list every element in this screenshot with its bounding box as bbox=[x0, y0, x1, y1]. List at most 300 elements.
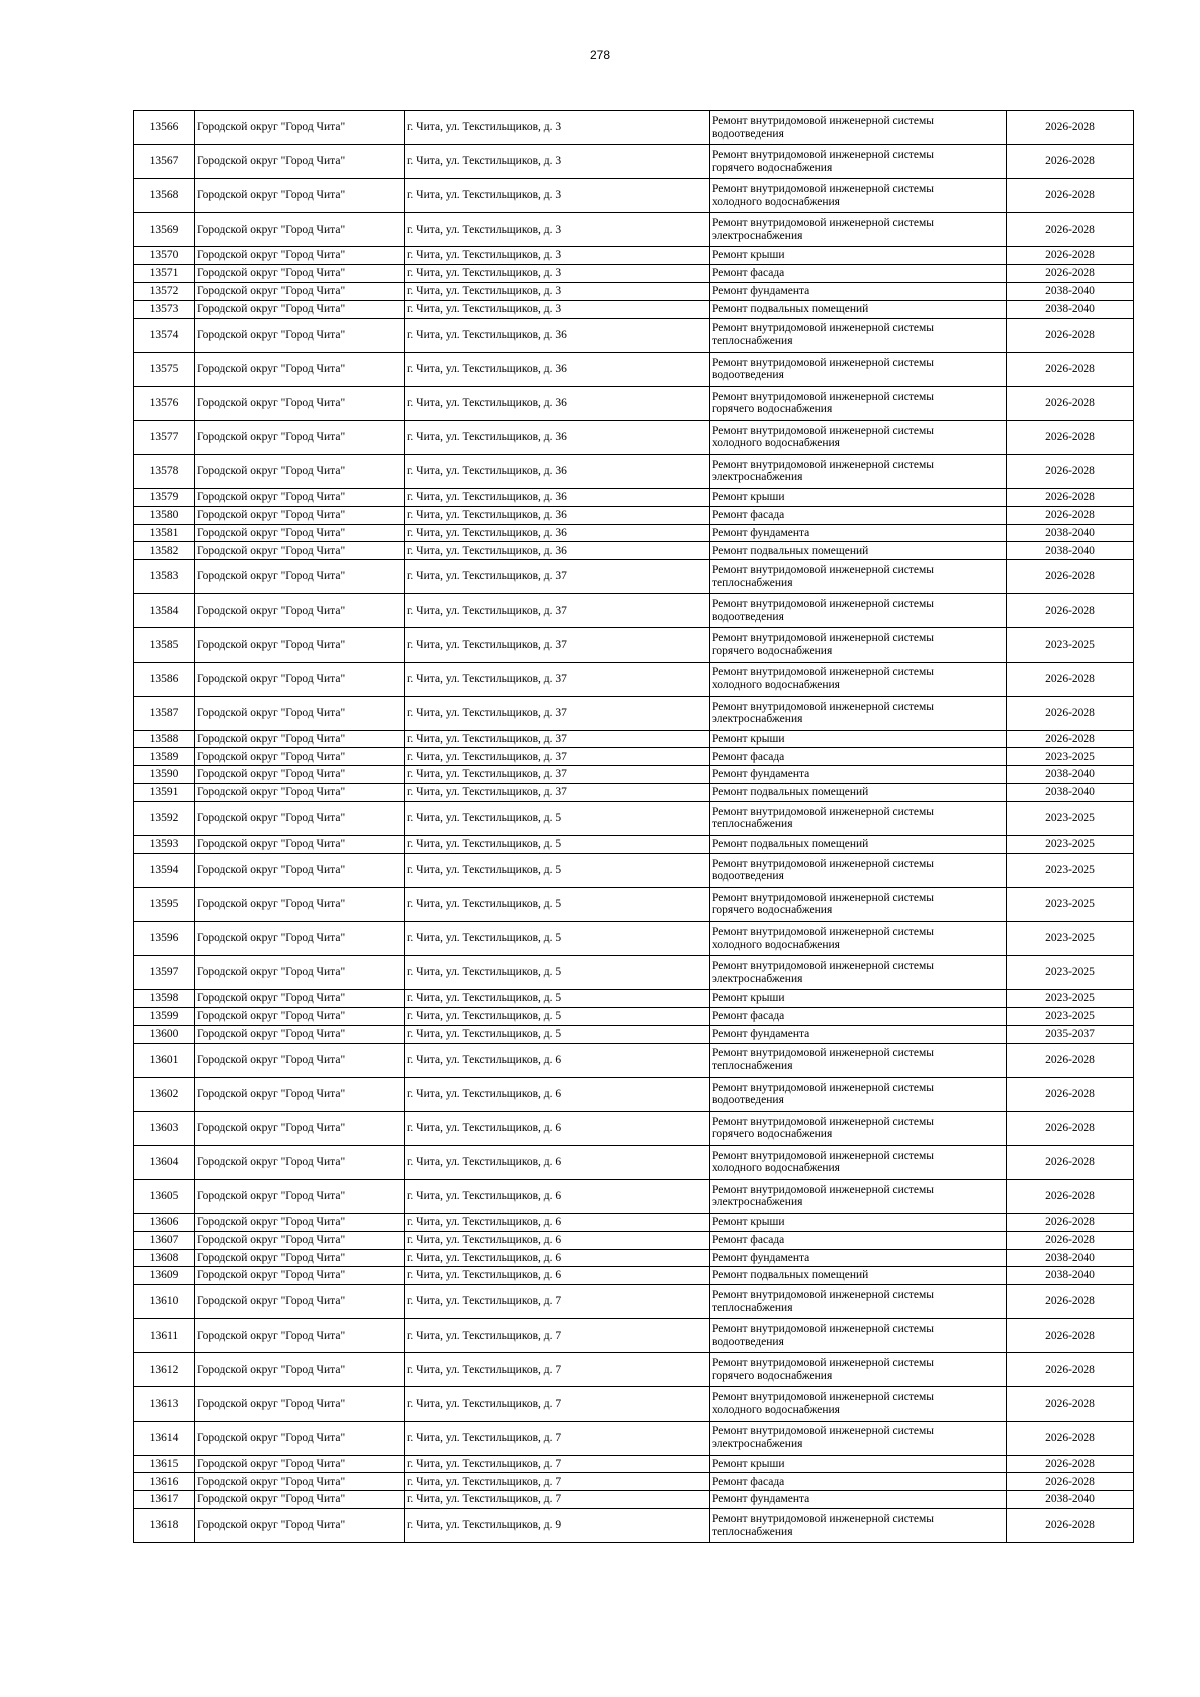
work-type-line: Ремонт крыши bbox=[712, 1457, 785, 1470]
work-type-line: Ремонт внутридомовой инженерной системы bbox=[712, 857, 935, 870]
page-number: 278 bbox=[589, 48, 611, 62]
municipality-cell: Городской округ "Город Чита" bbox=[195, 111, 405, 145]
period-cell: 2026-2028 bbox=[1007, 1077, 1134, 1111]
municipality-cell: Городской округ "Город Чита" bbox=[195, 1473, 405, 1491]
work-type-cell bbox=[710, 766, 1007, 784]
address-cell: г. Чита, ул. Текстильщиков, д. 3 bbox=[405, 265, 710, 283]
address-cell: г. Чита, ул. Текстильщиков, д. 6 bbox=[405, 1179, 710, 1213]
table-row bbox=[134, 1231, 1134, 1249]
municipality-cell: Городской округ "Город Чита" bbox=[195, 1007, 405, 1025]
work-type-line: Ремонт внутридомовой инженерной системы bbox=[712, 925, 935, 938]
row-number-cell: 13571 bbox=[134, 265, 195, 283]
work-type-line: горячего водоснабжения bbox=[712, 403, 833, 416]
address-cell: г. Чита, ул. Текстильщиков, д. 9 bbox=[405, 1509, 710, 1543]
municipality-cell: Городской округ "Город Чита" bbox=[195, 956, 405, 990]
work-type-cell bbox=[710, 145, 1007, 179]
municipality-cell: Городской округ "Город Чита" bbox=[195, 1214, 405, 1232]
municipality-cell: Городской округ "Город Чита" bbox=[195, 1455, 405, 1473]
municipality-cell: Городской округ "Город Чита" bbox=[195, 1319, 405, 1353]
address-cell: г. Чита, ул. Текстильщиков, д. 5 bbox=[405, 853, 710, 887]
work-type-line: Ремонт подвальных помещений bbox=[712, 786, 869, 799]
work-type-line: Ремонт внутридомовой инженерной системы bbox=[712, 1115, 935, 1128]
work-type-cell bbox=[710, 853, 1007, 887]
row-number-cell: 13583 bbox=[134, 560, 195, 594]
row-number-cell: 13566 bbox=[134, 111, 195, 145]
work-type-line: Ремонт подвальных помещений bbox=[712, 544, 869, 557]
address-cell: г. Чита, ул. Текстильщиков, д. 6 bbox=[405, 1111, 710, 1145]
table-row bbox=[134, 1319, 1134, 1353]
period-cell: 2038-2040 bbox=[1007, 300, 1134, 318]
row-number-cell: 13589 bbox=[134, 748, 195, 766]
table-row bbox=[134, 921, 1134, 955]
work-type-line: Ремонт фундамента bbox=[712, 1493, 810, 1506]
work-type-cell bbox=[710, 352, 1007, 386]
municipality-cell: Городской округ "Город Чита" bbox=[195, 594, 405, 628]
row-number-cell: 13572 bbox=[134, 282, 195, 300]
row-number-cell: 13608 bbox=[134, 1249, 195, 1267]
work-type-line: теплоснабжения bbox=[712, 1060, 793, 1073]
table-row bbox=[134, 662, 1134, 696]
municipality-cell: Городской округ "Город Чита" bbox=[195, 1285, 405, 1319]
row-number-cell: 13604 bbox=[134, 1145, 195, 1179]
work-type-line: Ремонт внутридомовой инженерной системы bbox=[712, 149, 935, 161]
municipality-cell: Городской округ "Город Чита" bbox=[195, 524, 405, 542]
period-cell: 2038-2040 bbox=[1007, 1249, 1134, 1267]
work-type-cell bbox=[710, 730, 1007, 748]
work-type-cell bbox=[710, 1473, 1007, 1491]
work-type-line: Ремонт фасада bbox=[712, 750, 785, 763]
row-number-cell: 13613 bbox=[134, 1387, 195, 1421]
period-cell: 2026-2028 bbox=[1007, 1111, 1134, 1145]
work-type-line: Ремонт фасада bbox=[712, 1475, 785, 1488]
work-type-line: Ремонт внутридомовой инженерной системы bbox=[712, 1289, 935, 1302]
work-type-line: водоотведения bbox=[712, 870, 784, 883]
work-type-line: Ремонт внутридомовой инженерной системы bbox=[712, 1391, 935, 1404]
address-cell: г. Чита, ул. Текстильщиков, д. 3 bbox=[405, 300, 710, 318]
work-type-cell bbox=[710, 594, 1007, 628]
work-type-cell bbox=[710, 1319, 1007, 1353]
municipality-cell: Городской округ "Город Чита" bbox=[195, 1231, 405, 1249]
work-type-line: Ремонт внутридомовой инженерной системы bbox=[712, 1323, 935, 1336]
work-type-line: теплоснабжения bbox=[712, 1301, 793, 1314]
period-cell: 2038-2040 bbox=[1007, 282, 1134, 300]
work-type-cell bbox=[710, 887, 1007, 921]
period-cell: 2026-2028 bbox=[1007, 179, 1134, 213]
work-type-line: водоотведения bbox=[712, 1335, 784, 1348]
row-number-cell: 13578 bbox=[134, 454, 195, 488]
work-type-cell bbox=[710, 1267, 1007, 1285]
address-cell: г. Чита, ул. Текстильщиков, д. 7 bbox=[405, 1455, 710, 1473]
work-type-line: Ремонт внутридомовой инженерной системы bbox=[712, 1047, 935, 1060]
period-cell: 2038-2040 bbox=[1007, 542, 1134, 560]
address-cell: г. Чита, ул. Текстильщиков, д. 37 bbox=[405, 784, 710, 802]
work-type-line: горячего водоснабжения bbox=[712, 1128, 833, 1141]
address-cell: г. Чита, ул. Текстильщиков, д. 3 bbox=[405, 213, 710, 247]
row-number-cell: 13585 bbox=[134, 628, 195, 662]
period-cell: 2026-2028 bbox=[1007, 145, 1134, 179]
table-row bbox=[134, 1455, 1134, 1473]
work-type-cell bbox=[710, 956, 1007, 990]
address-cell: г. Чита, ул. Текстильщиков, д. 5 bbox=[405, 1025, 710, 1043]
municipality-cell: Городской округ "Город Чита" bbox=[195, 1421, 405, 1455]
row-number-cell: 13570 bbox=[134, 247, 195, 265]
work-type-cell bbox=[710, 1111, 1007, 1145]
period-cell: 2035-2037 bbox=[1007, 1025, 1134, 1043]
row-number-cell: 13616 bbox=[134, 1473, 195, 1491]
municipality-cell: Городской округ "Город Чита" bbox=[195, 560, 405, 594]
work-type-line: Ремонт фасада bbox=[712, 1010, 785, 1023]
municipality-cell: Городской округ "Город Чита" bbox=[195, 1179, 405, 1213]
municipality-cell: Городской округ "Город Чита" bbox=[195, 662, 405, 696]
table-row bbox=[134, 111, 1134, 145]
row-number-cell: 13614 bbox=[134, 1421, 195, 1455]
period-cell: 2026-2028 bbox=[1007, 265, 1134, 283]
period-cell: 2026-2028 bbox=[1007, 506, 1134, 524]
period-cell: 2023-2025 bbox=[1007, 853, 1134, 887]
work-type-cell bbox=[710, 1421, 1007, 1455]
work-type-line: теплоснабжения bbox=[712, 818, 793, 831]
period-cell: 2023-2025 bbox=[1007, 748, 1134, 766]
work-type-cell bbox=[710, 318, 1007, 352]
work-type-line: Ремонт внутридомовой инженерной системы bbox=[712, 564, 935, 577]
work-type-cell bbox=[710, 1214, 1007, 1232]
work-type-line: Ремонт внутридомовой инженерной системы bbox=[712, 458, 935, 471]
table-row bbox=[134, 247, 1134, 265]
work-type-line: Ремонт внутридомовой инженерной системы bbox=[712, 1357, 935, 1370]
table-row bbox=[134, 990, 1134, 1008]
period-cell: 2026-2028 bbox=[1007, 111, 1134, 145]
address-cell: г. Чита, ул. Текстильщиков, д. 6 bbox=[405, 1214, 710, 1232]
municipality-cell: Городской округ "Город Чита" bbox=[195, 300, 405, 318]
work-type-line: Ремонт внутридомовой инженерной системы bbox=[712, 700, 935, 713]
table-row bbox=[134, 1007, 1134, 1025]
work-type-line: Ремонт внутридомовой инженерной системы bbox=[712, 183, 935, 196]
work-type-line: теплоснабжения bbox=[712, 576, 793, 589]
period-cell: 2023-2025 bbox=[1007, 956, 1134, 990]
work-type-line: теплоснабжения bbox=[712, 335, 793, 348]
work-type-cell bbox=[710, 1077, 1007, 1111]
address-cell: г. Чита, ул. Текстильщиков, д. 7 bbox=[405, 1387, 710, 1421]
work-type-cell bbox=[710, 282, 1007, 300]
period-cell: 2026-2028 bbox=[1007, 1455, 1134, 1473]
work-type-line: Ремонт внутридомовой инженерной системы bbox=[712, 1149, 935, 1162]
work-type-line: Ремонт внутридомовой инженерной системы bbox=[712, 424, 935, 437]
municipality-cell: Городской округ "Город Чита" bbox=[195, 247, 405, 265]
row-number-cell: 13592 bbox=[134, 801, 195, 835]
row-number-cell: 13598 bbox=[134, 990, 195, 1008]
row-number-cell: 13594 bbox=[134, 853, 195, 887]
address-cell: г. Чита, ул. Текстильщиков, д. 5 bbox=[405, 956, 710, 990]
period-cell: 2023-2025 bbox=[1007, 990, 1134, 1008]
work-type-line: Ремонт внутридомовой инженерной системы bbox=[712, 356, 935, 369]
table-row bbox=[134, 956, 1134, 990]
address-cell: г. Чита, ул. Текстильщиков, д. 5 bbox=[405, 835, 710, 853]
address-cell: г. Чита, ул. Текстильщиков, д. 5 bbox=[405, 887, 710, 921]
municipality-cell: Городской округ "Город Чита" bbox=[195, 265, 405, 283]
row-number-cell: 13602 bbox=[134, 1077, 195, 1111]
municipality-cell: Городской округ "Город Чита" bbox=[195, 1353, 405, 1387]
period-cell: 2026-2028 bbox=[1007, 454, 1134, 488]
row-number-cell: 13605 bbox=[134, 1179, 195, 1213]
work-type-line: Ремонт фасада bbox=[712, 508, 785, 521]
work-type-line: горячего водоснабжения bbox=[712, 161, 833, 174]
table-row bbox=[134, 1214, 1134, 1232]
work-type-cell bbox=[710, 1007, 1007, 1025]
work-type-line: Ремонт крыши bbox=[712, 249, 785, 262]
work-type-line: Ремонт внутридомовой инженерной системы bbox=[712, 1512, 935, 1525]
work-type-line: горячего водоснабжения bbox=[712, 1369, 833, 1382]
table-row bbox=[134, 628, 1134, 662]
row-number-cell: 13599 bbox=[134, 1007, 195, 1025]
work-type-cell bbox=[710, 801, 1007, 835]
address-cell: г. Чита, ул. Текстильщиков, д. 37 bbox=[405, 730, 710, 748]
period-cell: 2023-2025 bbox=[1007, 921, 1134, 955]
table-row bbox=[134, 420, 1134, 454]
period-cell: 2026-2028 bbox=[1007, 1473, 1134, 1491]
municipality-cell: Городской округ "Город Чита" bbox=[195, 628, 405, 662]
period-cell: 2026-2028 bbox=[1007, 420, 1134, 454]
table-row bbox=[134, 853, 1134, 887]
work-type-cell bbox=[710, 300, 1007, 318]
row-number-cell: 13579 bbox=[134, 489, 195, 507]
table-row bbox=[134, 489, 1134, 507]
work-type-line: Ремонт подвальных помещений bbox=[712, 838, 869, 851]
work-type-cell bbox=[710, 247, 1007, 265]
address-cell: г. Чита, ул. Текстильщиков, д. 3 bbox=[405, 145, 710, 179]
table-row bbox=[134, 1473, 1134, 1491]
work-type-cell bbox=[710, 542, 1007, 560]
municipality-cell: Городской округ "Город Чита" bbox=[195, 420, 405, 454]
table-row bbox=[134, 696, 1134, 730]
municipality-cell: Городской округ "Город Чита" bbox=[195, 145, 405, 179]
table-row bbox=[134, 213, 1134, 247]
work-type-line: Ремонт крыши bbox=[712, 732, 785, 745]
municipality-cell: Городской округ "Город Чита" bbox=[195, 352, 405, 386]
work-type-line: Ремонт крыши bbox=[712, 1216, 785, 1229]
work-type-cell bbox=[710, 524, 1007, 542]
address-cell: г. Чита, ул. Текстильщиков, д. 3 bbox=[405, 282, 710, 300]
work-type-line: водоотведения bbox=[712, 610, 784, 623]
work-type-line: Ремонт внутридомовой инженерной системы bbox=[712, 1425, 935, 1438]
row-number-cell: 13600 bbox=[134, 1025, 195, 1043]
period-cell: 2026-2028 bbox=[1007, 730, 1134, 748]
work-type-line: Ремонт крыши bbox=[712, 992, 785, 1005]
work-type-cell bbox=[710, 1455, 1007, 1473]
table-row bbox=[134, 386, 1134, 420]
work-type-line: Ремонт фундамента bbox=[712, 1027, 810, 1040]
work-type-cell bbox=[710, 560, 1007, 594]
period-cell: 2026-2028 bbox=[1007, 1387, 1134, 1421]
address-cell: г. Чита, ул. Текстильщиков, д. 7 bbox=[405, 1421, 710, 1455]
table-row bbox=[134, 1043, 1134, 1077]
table-row bbox=[134, 1179, 1134, 1213]
row-number-cell: 13607 bbox=[134, 1231, 195, 1249]
period-cell: 2026-2028 bbox=[1007, 1353, 1134, 1387]
work-type-line: теплоснабжения bbox=[712, 1525, 793, 1538]
work-type-cell bbox=[710, 784, 1007, 802]
address-cell: г. Чита, ул. Текстильщиков, д. 7 bbox=[405, 1319, 710, 1353]
table-row bbox=[134, 1387, 1134, 1421]
municipality-cell: Городской округ "Город Чита" bbox=[195, 1025, 405, 1043]
period-cell: 2026-2028 bbox=[1007, 1421, 1134, 1455]
work-type-line: холодного водоснабжения bbox=[712, 437, 840, 450]
municipality-cell: Городской округ "Город Чита" bbox=[195, 921, 405, 955]
row-number-cell: 13596 bbox=[134, 921, 195, 955]
table-row bbox=[134, 524, 1134, 542]
municipality-cell: Городской округ "Город Чита" bbox=[195, 990, 405, 1008]
row-number-cell: 13587 bbox=[134, 696, 195, 730]
period-cell: 2038-2040 bbox=[1007, 524, 1134, 542]
row-number-cell: 13601 bbox=[134, 1043, 195, 1077]
work-type-line: Ремонт крыши bbox=[712, 491, 785, 504]
work-type-line: Ремонт внутридомовой инженерной системы bbox=[712, 217, 935, 230]
period-cell: 2026-2028 bbox=[1007, 696, 1134, 730]
address-cell: г. Чита, ул. Текстильщиков, д. 36 bbox=[405, 542, 710, 560]
work-type-line: Ремонт внутридомовой инженерной системы bbox=[712, 666, 935, 679]
period-cell: 2026-2028 bbox=[1007, 1509, 1134, 1543]
period-cell: 2026-2028 bbox=[1007, 1145, 1134, 1179]
table-row bbox=[134, 801, 1134, 835]
work-type-cell bbox=[710, 1025, 1007, 1043]
municipality-cell: Городской округ "Город Чита" bbox=[195, 1387, 405, 1421]
address-cell: г. Чита, ул. Текстильщиков, д. 36 bbox=[405, 454, 710, 488]
work-type-line: Ремонт внутридомовой инженерной системы bbox=[712, 891, 935, 904]
address-cell: г. Чита, ул. Текстильщиков, д. 37 bbox=[405, 766, 710, 784]
municipality-cell: Городской округ "Город Чита" bbox=[195, 213, 405, 247]
row-number-cell: 13591 bbox=[134, 784, 195, 802]
work-type-line: холодного водоснабжения bbox=[712, 1404, 840, 1417]
period-cell: 2026-2028 bbox=[1007, 1043, 1134, 1077]
work-type-line: водоотведения bbox=[712, 1094, 784, 1107]
address-cell: г. Чита, ул. Текстильщиков, д. 37 bbox=[405, 594, 710, 628]
work-type-line: Ремонт внутридомовой инженерной системы bbox=[712, 322, 935, 335]
table-row bbox=[134, 766, 1134, 784]
period-cell: 2023-2025 bbox=[1007, 801, 1134, 835]
period-cell: 2026-2028 bbox=[1007, 213, 1134, 247]
work-type-cell bbox=[710, 1491, 1007, 1509]
work-type-cell bbox=[710, 662, 1007, 696]
municipality-cell: Городской округ "Город Чита" bbox=[195, 506, 405, 524]
municipality-cell: Городской округ "Город Чита" bbox=[195, 542, 405, 560]
address-cell: г. Чита, ул. Текстильщиков, д. 5 bbox=[405, 1007, 710, 1025]
row-number-cell: 13575 bbox=[134, 352, 195, 386]
municipality-cell: Городской округ "Город Чита" bbox=[195, 1111, 405, 1145]
work-type-cell bbox=[710, 506, 1007, 524]
work-type-line: холодного водоснабжения bbox=[712, 679, 840, 692]
table-row bbox=[134, 1249, 1134, 1267]
table-row bbox=[134, 179, 1134, 213]
work-type-cell bbox=[710, 921, 1007, 955]
work-type-line: электроснабжения bbox=[712, 972, 803, 985]
table-row bbox=[134, 1077, 1134, 1111]
row-number-cell: 13610 bbox=[134, 1285, 195, 1319]
work-type-cell bbox=[710, 1387, 1007, 1421]
row-number-cell: 13580 bbox=[134, 506, 195, 524]
municipality-cell: Городской округ "Город Чита" bbox=[195, 386, 405, 420]
address-cell: г. Чита, ул. Текстильщиков, д. 37 bbox=[405, 696, 710, 730]
municipality-cell: Городской округ "Город Чита" bbox=[195, 853, 405, 887]
work-type-cell bbox=[710, 990, 1007, 1008]
table-row bbox=[134, 560, 1134, 594]
period-cell: 2038-2040 bbox=[1007, 766, 1134, 784]
work-type-line: холодного водоснабжения bbox=[712, 938, 840, 951]
period-cell: 2026-2028 bbox=[1007, 489, 1134, 507]
period-cell: 2023-2025 bbox=[1007, 628, 1134, 662]
address-cell: г. Чита, ул. Текстильщиков, д. 36 bbox=[405, 386, 710, 420]
row-number-cell: 13609 bbox=[134, 1267, 195, 1285]
row-number-cell: 13569 bbox=[134, 213, 195, 247]
address-cell: г. Чита, ул. Текстильщиков, д. 6 bbox=[405, 1077, 710, 1111]
row-number-cell: 13615 bbox=[134, 1455, 195, 1473]
row-number-cell: 13568 bbox=[134, 179, 195, 213]
table-row bbox=[134, 506, 1134, 524]
municipality-cell: Городской округ "Город Чита" bbox=[195, 1267, 405, 1285]
period-cell: 2038-2040 bbox=[1007, 1267, 1134, 1285]
work-type-line: Ремонт внутридомовой инженерной системы bbox=[712, 632, 935, 645]
municipality-cell: Городской округ "Город Чита" bbox=[195, 318, 405, 352]
work-type-line: водоотведения bbox=[712, 127, 784, 140]
table-row bbox=[134, 300, 1134, 318]
address-cell: г. Чита, ул. Текстильщиков, д. 37 bbox=[405, 628, 710, 662]
period-cell: 2026-2028 bbox=[1007, 318, 1134, 352]
work-type-line: Ремонт фасада bbox=[712, 267, 785, 280]
table-row bbox=[134, 145, 1134, 179]
work-type-line: Ремонт фундамента bbox=[712, 526, 810, 539]
work-type-line: холодного водоснабжения bbox=[712, 195, 840, 208]
work-type-cell bbox=[710, 1285, 1007, 1319]
address-cell: г. Чита, ул. Текстильщиков, д. 36 bbox=[405, 489, 710, 507]
table-row bbox=[134, 1025, 1134, 1043]
period-cell: 2026-2028 bbox=[1007, 1231, 1134, 1249]
address-cell: г. Чита, ул. Текстильщиков, д. 36 bbox=[405, 420, 710, 454]
row-number-cell: 13588 bbox=[134, 730, 195, 748]
table-row bbox=[134, 352, 1134, 386]
work-type-cell bbox=[710, 111, 1007, 145]
municipality-cell: Городской округ "Город Чита" bbox=[195, 179, 405, 213]
work-type-line: Ремонт внутридомовой инженерной системы bbox=[712, 114, 935, 127]
row-number-cell: 13586 bbox=[134, 662, 195, 696]
row-number-cell: 13567 bbox=[134, 145, 195, 179]
row-number-cell: 13618 bbox=[134, 1509, 195, 1543]
table-row bbox=[134, 1285, 1134, 1319]
row-number-cell: 13597 bbox=[134, 956, 195, 990]
work-type-cell bbox=[710, 628, 1007, 662]
row-number-cell: 13584 bbox=[134, 594, 195, 628]
work-type-line: Ремонт внутридомовой инженерной системы bbox=[712, 805, 935, 818]
work-type-line: электроснабжения bbox=[712, 229, 803, 242]
table-row bbox=[134, 1353, 1134, 1387]
work-type-cell bbox=[710, 748, 1007, 766]
work-type-cell bbox=[710, 420, 1007, 454]
work-type-cell bbox=[710, 1179, 1007, 1213]
row-number-cell: 13617 bbox=[134, 1491, 195, 1509]
period-cell: 2026-2028 bbox=[1007, 1214, 1134, 1232]
row-number-cell: 13593 bbox=[134, 835, 195, 853]
municipality-cell: Городской округ "Город Чита" bbox=[195, 454, 405, 488]
work-type-line: Ремонт фундамента bbox=[712, 768, 810, 781]
period-cell: 2038-2040 bbox=[1007, 784, 1134, 802]
municipality-cell: Городской округ "Город Чита" bbox=[195, 1077, 405, 1111]
municipality-cell: Городской округ "Город Чита" bbox=[195, 282, 405, 300]
table-row bbox=[134, 1267, 1134, 1285]
row-number-cell: 13595 bbox=[134, 887, 195, 921]
period-cell: 2023-2025 bbox=[1007, 1007, 1134, 1025]
table-row bbox=[134, 1111, 1134, 1145]
address-cell: г. Чита, ул. Текстильщиков, д. 37 bbox=[405, 662, 710, 696]
row-number-cell: 13582 bbox=[134, 542, 195, 560]
work-type-cell bbox=[710, 1043, 1007, 1077]
address-cell: г. Чита, ул. Текстильщиков, д. 36 bbox=[405, 318, 710, 352]
